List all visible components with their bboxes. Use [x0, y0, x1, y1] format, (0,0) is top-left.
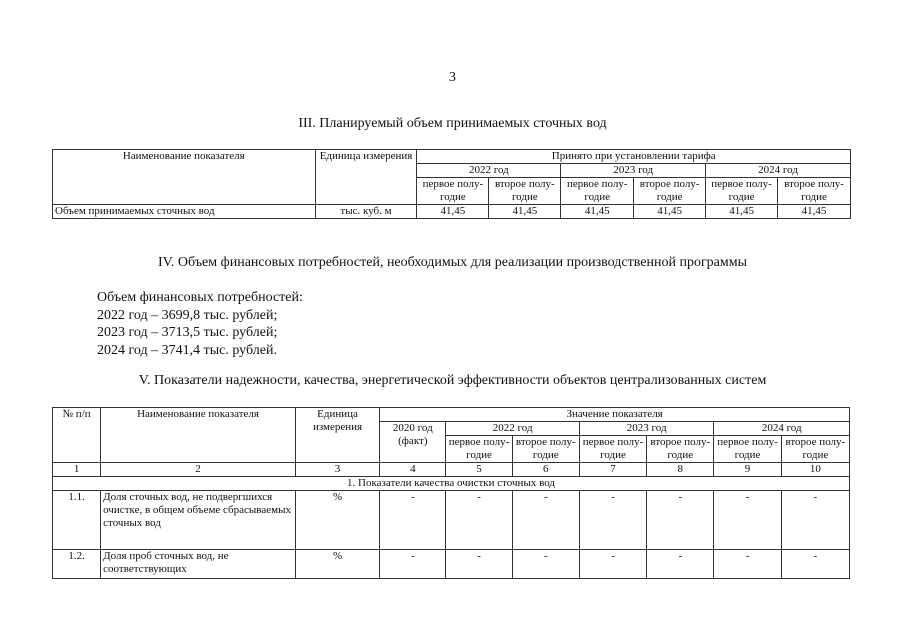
- financial-line: Объем финансовых потребностей:: [97, 290, 303, 305]
- col-number: 3: [295, 463, 379, 477]
- row-name: Доля проб сточных вод, не соответствующих: [101, 550, 296, 579]
- row-value: -: [647, 491, 714, 550]
- row-unit: %: [295, 491, 379, 550]
- row-value: -: [446, 550, 512, 579]
- row-value: -: [512, 550, 579, 579]
- row-value: -: [579, 491, 646, 550]
- row-value: -: [380, 550, 446, 579]
- year-2020-header: 2020 год (факт): [380, 422, 446, 463]
- half-second: второе полу-годие: [647, 436, 714, 463]
- financial-line: 2024 год – 3741,4 тыс. рублей.: [97, 342, 277, 358]
- financial-line: 2023 год – 3713,5 тыс. рублей;: [97, 325, 278, 340]
- col-number: 2: [101, 463, 296, 477]
- financial-needs: [97, 289, 303, 359]
- page-number: 3: [449, 70, 456, 85]
- header-value: Значение показателя: [380, 408, 850, 422]
- col-number: 9: [714, 463, 781, 477]
- year-header: 2023 год: [579, 422, 714, 436]
- section3-title: III. Планируемый объем принимаемых сточных вод: [298, 116, 607, 131]
- row-value: -: [714, 550, 781, 579]
- group-title: 1. Показатели качества очистки сточных вод: [53, 477, 850, 491]
- row-value: 41,45: [561, 205, 634, 219]
- wastewater-volume-table: [52, 149, 851, 219]
- header-name: Наименование показателя: [101, 408, 296, 463]
- header-name: Наименование показателя: [53, 150, 316, 205]
- row-value: -: [714, 491, 781, 550]
- row-value: 41,45: [634, 205, 706, 219]
- half-first: первое полу-годие: [446, 436, 512, 463]
- row-value: -: [512, 491, 579, 550]
- row-num: 1.1.: [53, 491, 101, 550]
- half-first: первое полу-годие: [706, 178, 778, 205]
- row-value: -: [579, 550, 646, 579]
- row-name: Доля сточных вод, не подвергшихся очистке, в общем объеме сбрасываемых сточных вод: [101, 491, 296, 550]
- row-unit: тыс. куб. м: [315, 205, 417, 219]
- row-value: -: [781, 491, 849, 550]
- half-second: второе полу-годие: [512, 436, 579, 463]
- col-number: 4: [380, 463, 446, 477]
- row-value: -: [446, 491, 512, 550]
- year-header: 2022 год: [446, 422, 579, 436]
- col-number: 7: [579, 463, 646, 477]
- half-first: первое полу-годие: [417, 178, 489, 205]
- col-number: 6: [512, 463, 579, 477]
- header-unit: Единица измерения: [295, 408, 379, 463]
- year-header: 2024 год: [706, 164, 851, 178]
- header-num: № п/п: [53, 408, 101, 463]
- row-name: Объем принимаемых сточных вод: [53, 205, 316, 219]
- row-value: 41,45: [706, 205, 778, 219]
- row-value: -: [781, 550, 849, 579]
- header-accepted: Принято при установлении тарифа: [417, 150, 851, 164]
- row-num: 1.2.: [53, 550, 101, 579]
- row-value: 41,45: [417, 205, 489, 219]
- header-unit: Единица измерения: [315, 150, 417, 205]
- year-header: 2022 год: [417, 164, 561, 178]
- col-number: 10: [781, 463, 849, 477]
- half-second: второе полу-годие: [634, 178, 706, 205]
- half-second: второе полу-годие: [489, 178, 561, 205]
- section5-title: V. Показатели надежности, качества, энергетической эффективности объектов централизованных систем: [138, 373, 767, 388]
- half-second: второе полу-годие: [778, 178, 851, 205]
- financial-line: 2022 год – 3699,8 тыс. рублей;: [97, 307, 278, 323]
- row-value: 41,45: [489, 205, 561, 219]
- col-number: 8: [647, 463, 714, 477]
- col-number: 1: [53, 463, 101, 477]
- row-value: -: [380, 491, 446, 550]
- reliability-table: [52, 407, 850, 579]
- section4-title: IV. Объем финансовых потребностей, необходимых для реализации производственной программы: [157, 255, 748, 270]
- half-first: первое полу-годие: [579, 436, 646, 463]
- half-first: первое полу-годие: [714, 436, 781, 463]
- col-number: 5: [446, 463, 512, 477]
- half-second: второе полу-годие: [781, 436, 849, 463]
- row-value: 41,45: [778, 205, 851, 219]
- row-unit: %: [295, 550, 379, 579]
- year-header: 2023 год: [561, 164, 706, 178]
- row-value: -: [647, 550, 714, 579]
- half-first: первое полу-годие: [561, 178, 634, 205]
- year-header: 2024 год: [714, 422, 850, 436]
